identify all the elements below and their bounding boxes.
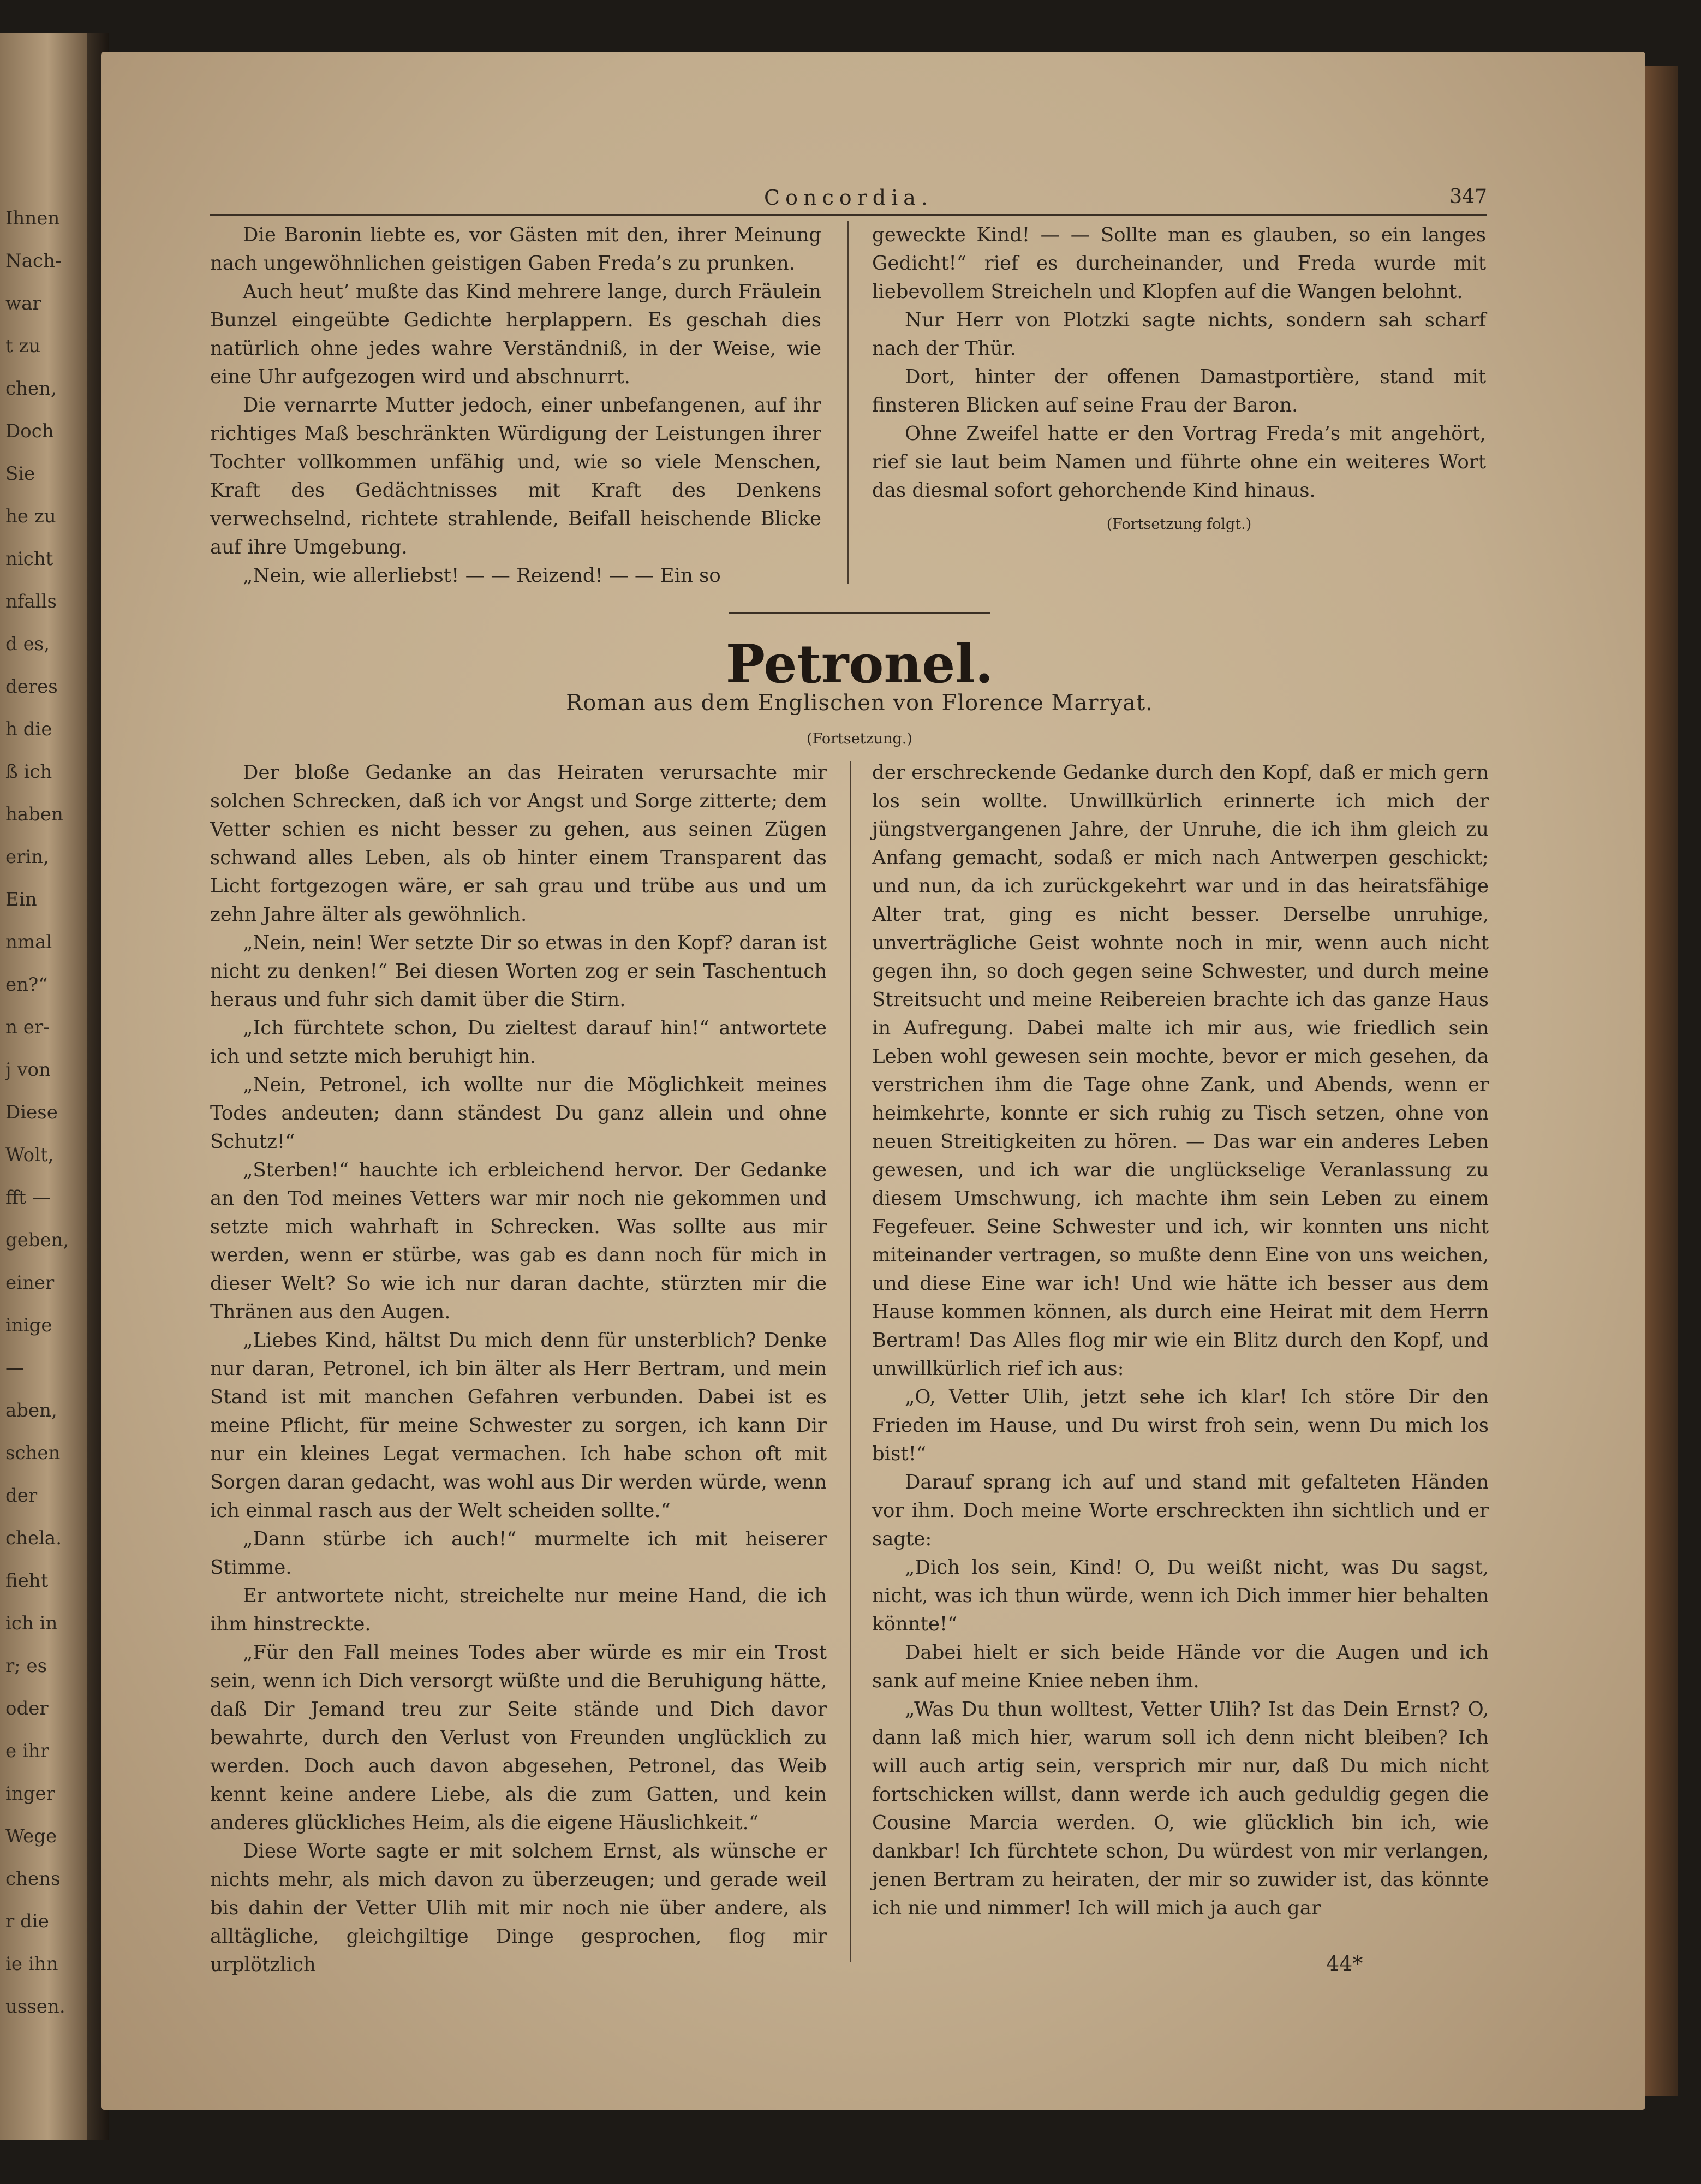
facing-page-fragment: r die xyxy=(5,1911,49,1932)
page-number: 347 xyxy=(1449,186,1487,208)
facing-page-fragment: chela. xyxy=(5,1527,62,1549)
running-title: Concordia. xyxy=(764,186,933,210)
paragraph: Die vernarrte Mutter jedoch, einer unbefangenen, auf ihr richtiges Maß beschränkten Würdigung der Leistungen ihrer Tochter vollkommen unfähig und, wie so viele Menschen, Kraft des Gedächtnisses mit Kraft des Denkens verwechselnd, richtete strahlende, Beifall heischende Blicke auf ihre Umgebung. xyxy=(210,394,821,558)
facing-page-fragment: j von xyxy=(5,1059,51,1081)
paragraph: „Sterben!“ hauchte ich erbleichend hervor. Der Gedanke an den Tod meines Vetters war mir noch nie gekommen und setzte mich wahrhaft in Schrecken. Was sollte aus mir werden, wenn er stürbe, was gab es dann noch für mich in dieser Welt? So wie ich nur daran dachte, stürzten mir die Thränen aus den Augen. xyxy=(210,1159,827,1323)
facing-page-fragment: haben xyxy=(5,804,63,825)
bottom-right-column xyxy=(872,759,1489,1923)
paragraph: „O, Vetter Ulih, jetzt sehe ich klar! Ich störe Dir den Frieden im Hause, und Du wirst froh sein, wenn Du mich los bist!“ xyxy=(872,1386,1489,1465)
facing-page-fragment: der xyxy=(5,1485,38,1507)
facing-page-fragment: Ein xyxy=(5,889,37,911)
facing-page-fragment: n er- xyxy=(5,1016,50,1038)
facing-page-fragment: erin, xyxy=(5,846,49,868)
paragraph: „Nein, wie allerliebst! — — Reizend! — — Ein so xyxy=(243,564,721,587)
facing-page-fragment: r; es xyxy=(5,1655,47,1677)
facing-page-fragment: — xyxy=(5,1357,24,1379)
facing-page-fragment: oder xyxy=(5,1698,49,1719)
paragraph: Dabei hielt er sich beide Hände vor die Augen und ich sank auf meine Kniee neben ihm. xyxy=(872,1641,1489,1692)
facing-page-fragment: d es, xyxy=(5,633,50,655)
paragraph: „Nein, Petronel, ich wollte nur die Möglichkeit meines Todes andeuten; dann ständest Du ganz allein und ohne Schutz!“ xyxy=(210,1074,827,1153)
continuation-note: (Fortsetzung.) xyxy=(807,730,912,747)
paragraph: „Liebes Kind, hältst Du mich denn für unsterblich? Denke nur daran, Petronel, ich bin älter als Herr Bertram, und mein Stand ist mit manchen Gefahren verbunden. Dabei ist es meine Pflicht, für meine Schwester zu sorgen, ich kann Dir nur ein kleines Legat vermachen. Ich habe schon oft mit Sorgen daran gedacht, was wohl aus Dir werden würde, wenn ich einmal rasch aus der Welt scheiden sollte.“ xyxy=(210,1329,827,1522)
facing-page-fragment: Doch xyxy=(5,420,54,442)
bottom-left-column xyxy=(210,759,827,1979)
facing-page-fragment: nmal xyxy=(5,931,52,953)
facing-page-fragment: e ihr xyxy=(5,1740,49,1762)
facing-page-fragment: chen, xyxy=(5,378,57,400)
facing-page-fragment: fieht xyxy=(5,1570,49,1592)
paragraph: „Nein, nein! Wer setzte Dir so etwas in den Kopf? daran ist nicht zu denken!“ Bei diesen Worten zog er sein Taschentuch heraus und fuhr sich damit über die Stirn. xyxy=(210,932,827,1011)
paragraph: „Dich los sein, Kind! O, Du weißt nicht, was Du sagst, nicht, was ich thun würde, wenn ich Dich immer hier behalten könnte!“ xyxy=(872,1556,1489,1635)
facing-page-fragment: nfalls xyxy=(5,591,57,612)
facing-page-fragment: schen xyxy=(5,1442,61,1464)
paragraph: Die Baronin liebte es, vor Gästen mit den, ihrer Meinung nach ungewöhnlichen geistigen Gaben Freda’s zu prunken. xyxy=(210,224,821,275)
facing-page-fragment: en?“ xyxy=(5,974,48,996)
facing-page-fragment: Sie xyxy=(5,463,35,485)
paragraph: Auch heut’ mußte das Kind mehrere lange, durch Fräulein Bunzel eingeübte Gedichte herplappern. Es geschah dies natürlich ohne jedes wahre Verständniß, in der Weise, wie eine Uhr aufgezogen wird und abschnurrt. xyxy=(210,281,821,388)
paragraph: Ohne Zweifel hatte er den Vortrag Freda’s mit angehört, rief sie laut beim Namen und führte ohne ein weiteres Wort das diesmal sofort gehorchende Kind hinaus. xyxy=(872,422,1486,502)
column-rule-bottom xyxy=(850,761,851,1962)
page-header xyxy=(210,186,1487,218)
facing-page-fragment: he zu xyxy=(5,505,56,527)
facing-page-fragment: Wege xyxy=(5,1825,57,1847)
section-divider xyxy=(729,612,990,614)
facing-page-fragment: inger xyxy=(5,1783,55,1805)
novel-title: Petronel. xyxy=(725,633,994,695)
facing-page-fragment: deres xyxy=(5,676,58,698)
header-rule xyxy=(210,214,1487,216)
paragraph: geweckte Kind! — — Sollte man es glauben, so ein langes Gedicht!“ rief es durcheinander, und Freda wurde mit liebevollem Streicheln und Klopfen auf die Wangen belohnt. xyxy=(872,224,1486,303)
paragraph: „Was Du thun wolltest, Vetter Ulih? Ist das Dein Ernst? O, dann laß mich hier, warum soll ich denn nicht bleiben? Ich will auch artig sein, versprich mir nur, daß Du mich nicht fortschicken willst, dann werde ich auch geduldig gegen die Cousine Marcia werden. O, wie glücklich bin ich, wie dankbar! Ich fürchtete schon, Du würdest von mir verlangen, jenen Bertram zu heiraten, der mir so zuwider ist, das könnte ich nie und nimmer! Ich will mich ja auch gar xyxy=(872,1698,1489,1919)
paragraph: „Dann stürbe ich auch!“ murmelte ich mit heiserer Stimme. xyxy=(210,1528,827,1579)
facing-page-fragment: h die xyxy=(5,718,52,740)
paragraph: Der bloße Gedanke an das Heiraten verursachte mir solchen Schrecken, daß ich vor Angst und Sorge zitterte; dem Vetter schien es nicht besser zu gehen, aus seinen Zügen schwand alles Leben, als ob hinter einem Transparent das Licht fortgezogen wäre, er sah grau und trübe aus und um zehn Jahre älter als gewöhnlich. xyxy=(210,761,827,926)
facing-page-fragment: Diese xyxy=(5,1102,58,1123)
facing-page-fragment: nicht xyxy=(5,548,53,570)
facing-page-fragment: chens xyxy=(5,1868,61,1890)
paragraph: Dort, hinter der offenen Damastportière, stand mit finsteren Blicken auf seine Frau der Baron. xyxy=(872,366,1486,416)
facing-page-fragment: einer xyxy=(5,1272,55,1294)
facing-page-fragment: t zu xyxy=(5,335,41,357)
facing-page-fragment: Ihnen xyxy=(5,207,60,229)
facing-page-fragment: ie ihn xyxy=(5,1953,58,1975)
facing-page-fragment: ussen. xyxy=(5,1996,65,2018)
facing-page-fragment: war xyxy=(5,293,41,314)
paragraph: Darauf sprang ich auf und stand mit gefalteten Händen vor ihm. Doch meine Worte erschreckten ihn sichtlich und er sagte: xyxy=(872,1471,1489,1550)
top-right-column xyxy=(872,221,1486,539)
facing-page-fragment: aben, xyxy=(5,1400,57,1421)
top-left-column xyxy=(210,221,821,590)
paragraph: „Für den Fall meines Todes aber würde es mir ein Trost sein, wenn ich Dich versorgt wüßte und die Beruhigung hätte, daß Dir Jemand treu zur Seite stände und Dich davor bewahrte, durch den Verlust von Freunden unglücklich zu werden. Doch auch davon abgesehen, Petronel, das Weib kennt keine andere Liebe, als die zum Gatten, und kein anderes glückliches Heim, als die eigene Häuslichkeit.“ xyxy=(210,1641,827,1834)
column-rule-top xyxy=(847,221,849,584)
facing-page-fragment: fft — xyxy=(5,1187,51,1209)
facing-page-fragment: Nach- xyxy=(5,250,62,272)
facing-page-fragment: inige xyxy=(5,1314,52,1336)
facing-page-fragment: ich in xyxy=(5,1612,58,1634)
paragraph: der erschreckende Gedanke durch den Kopf, daß er mich gern los sein wollte. Unwillkürlich erinnerte ich mich der jüngstvergangenen Jahre, der Unruhe, die ich ihm gleich zu Anfang gemacht, sodaß er mich nach Antwerpen geschickt; und nun, da ich zurückgekehrt war und in das heiratsfähige Alter trat, ging es nicht besser. Derselbe unruhige, unverträgliche Geist wohnte noch in mir, wenn auch nicht gegen ihn, so doch gegen seine Schwester, und durch meine Streitsucht und meine Reibereien brachte ich das ganze Haus in Aufregung. Dabei malte ich mir aus, wie friedlich sein Leben wohl gewesen sein mochte, bevor er mich gesehen, da verstrichen ihm die Tage ohne Zank, und Abends, wenn er heimkehrte, konnte er sich ruhig zu Tisch setzen, ohne von neuen Streitigkeiten zu hören. — Das war ein anderes Leben gewesen, und ich war die unglückselige Veranlassung zu diesem Umschwung, ich machte ihm sein Leben zu einem Fegefeuer. Seine Schwester und ich, wir konnten uns nicht miteinander vertragen, so mußte denn Eine von uns weichen, und diese Eine war ich! Und wie hätte ich besser aus dem Hause kommen können, als durch eine Heirat mit dem Herrn Bertram! Das Alles flog mir wie ein Blitz durch den Kopf, und unwillkürlich rief ich aus: xyxy=(872,761,1489,1380)
paragraph: Er antwortete nicht, streichelte nur meine Hand, die ich ihm hinstreckte. xyxy=(210,1585,827,1635)
facing-page-fragment: Wolt, xyxy=(5,1144,54,1166)
facing-page-fragment: ß ich xyxy=(5,761,52,783)
signature-mark: 44* xyxy=(1326,1951,1363,1975)
paragraph: „Ich fürchtete schon, Du zieltest darauf hin!“ antwortete ich und setzte mich beruhigt hin. xyxy=(210,1017,827,1068)
novel-subtitle: Roman aus dem Englischen von Florence Marryat. xyxy=(566,691,1153,716)
book-cover-edge xyxy=(1645,66,1678,2096)
facing-page-edge xyxy=(0,33,87,2140)
paragraph: Diese Worte sagte er mit solchem Ernst, als wünsche er nichts mehr, als mich davon zu überzeugen; und gerade weil bis dahin der Vetter Ulih mit mir noch nie über andere, als alltägliche, gleichgiltige Dinge gesprochen, flog mir urplötzlich xyxy=(210,1840,827,1976)
facing-page-fragment: geben, xyxy=(5,1229,69,1251)
paragraph: Nur Herr von Plotzki sagte nichts, sondern sah scharf nach der Thür. xyxy=(872,309,1486,360)
continued-note: (Fortsetzung folgt.) xyxy=(1106,516,1252,533)
